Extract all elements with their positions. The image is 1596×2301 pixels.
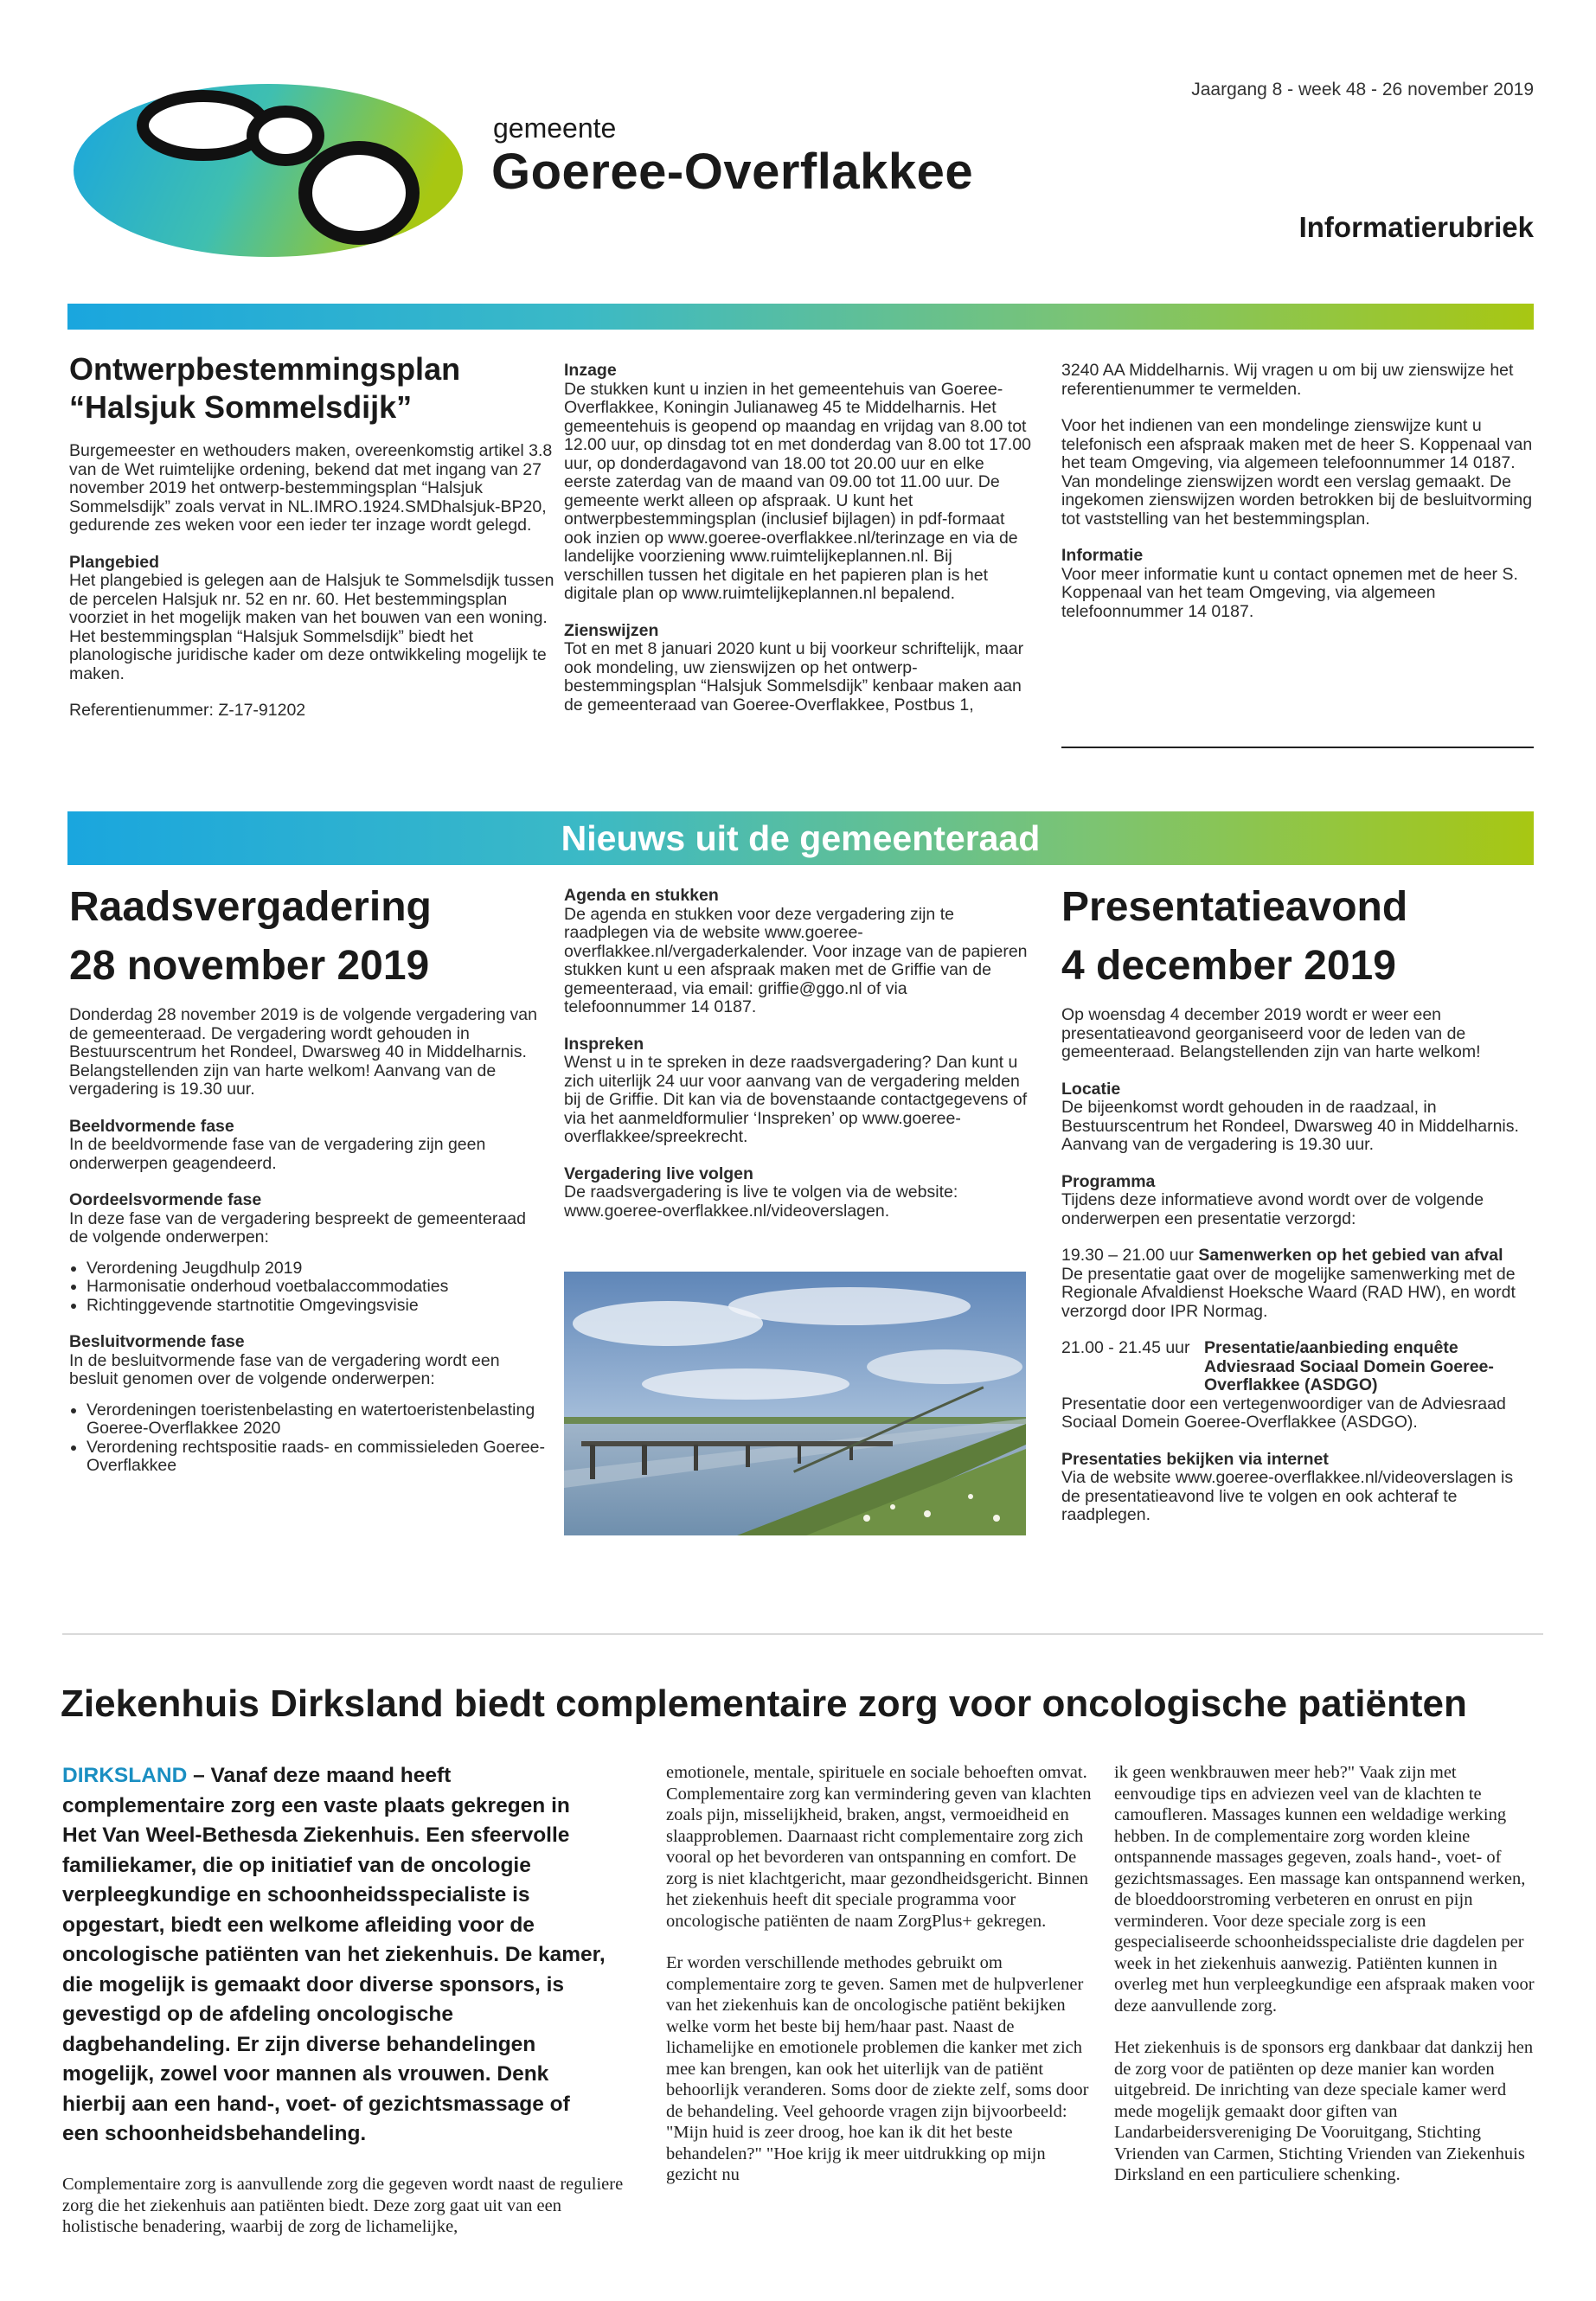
bp-title — [69, 350, 567, 426]
article-col1-text: Complementaire zorg is aanvullende zorg die gegeven wordt naast de reguliere zorg die het ziekenhuis aan patiënten biedt. Deze zorg gaat uit van een holistische benadering, waarbij de zorg de lichamelijke, — [62, 2175, 624, 2236]
raad-beeld-heading: Beeldvormende fase — [69, 1116, 234, 1136]
bp-title-line-1: Ontwerpbestemmingsplan — [69, 351, 461, 387]
bp-informatie-heading: Informatie — [1061, 546, 1144, 565]
bp-plangebied — [69, 554, 567, 684]
bp-zienswijzen-heading: Zienswijzen — [564, 620, 659, 640]
raad-live-heading: Vergadering live volgen — [564, 1163, 753, 1183]
bp-referentie: Referentienummer: Z-17-91202 — [69, 701, 306, 720]
bp-title-line-2: “Halsjuk Sommelsdijk” — [69, 389, 413, 425]
bp-column-1 — [69, 350, 567, 739]
pres-bekijken-heading: Presentaties bekijken via internet — [1061, 1449, 1329, 1469]
raad-besluit-list — [69, 1401, 549, 1476]
pres-item1-title: Samenwerken op het gebied van afval — [1198, 1246, 1503, 1265]
bp-col3-p2: Voor het indienen van een mondelinge zienswijze kunt u telefonisch een afspraak maken met de heer S. Koppenaal van het team Omgeving, via algemeen telefoonnummer 14 0187. Van mondelinge zienswijzen wordt een verslag gemaakt. De ingekomen zienswijzen worden betrokken bij de besluitvorming tot vaststelling van het bestemmingsplan. — [1061, 416, 1533, 529]
list-item: • Verordening Jeugdhulp 2019 — [87, 1259, 549, 1279]
pres-program-item-1 — [1061, 1247, 1535, 1321]
raad-oordeel-list — [69, 1259, 549, 1316]
pres-programma-text: Tijdens deze informatieve avond wordt over de volgende onderwerpen een presentatie verzorgd: — [1061, 1190, 1484, 1228]
raad-agenda-text: De agenda en stukken voor deze vergadering zijn te raadplegen via de website www.goeree-overflakkee.nl/vergaderkalender. Voor inzage van de papieren stukken kunt u een afspraak maken met de Griffie van de gemeenteraad, via email: griffie@ggo.nl of via telefoonnummer 14 0187. — [564, 904, 1028, 1016]
pres-locatie-heading: Locatie — [1061, 1079, 1121, 1099]
article-column-2 — [666, 1762, 1099, 2207]
raad-title-line-2: 28 november 2019 — [69, 943, 430, 989]
pres-programma-heading: Programma — [1061, 1171, 1156, 1191]
list-item: • Harmonisatie onderhoud voetbalaccommodaties — [87, 1278, 549, 1297]
list-item: • Richtinggevende startnotitie Omgevingsvisie — [87, 1297, 549, 1316]
landscape-photo — [564, 1272, 1026, 1535]
pres-column — [1061, 878, 1535, 1543]
pres-item2-text: Presentatie door een vertegenwoordiger van de Adviesraad Sociaal Domein Goeree-Overflakkee (ASDGO). — [1061, 1394, 1506, 1432]
bp-end-rule — [1061, 747, 1534, 748]
pres-item1-time: 19.30 – 21.00 uur — [1061, 1246, 1194, 1265]
bp-informatie-text: Voor meer informatie kunt u contact opnemen met de heer S. Koppenaal van het team Omgeving, via algemeen telefoonnummer 14 0187. — [1061, 564, 1518, 621]
list-item: • Verordening rechtspositie raads- en commissieleden Goeree-Overflakkee — [87, 1439, 549, 1476]
raad-agenda-heading: Agenda en stukken — [564, 886, 719, 905]
article-col3-p1: ik geen wenkbrauwen meer heb?" Vaak zijn met eenvoudige tips en adviezen veel van de klachten te camoufleren. Massages kunnen een weldadige werking hebben. In de complementaire zorg worden kleine ontspannende massages gegeven, zoals hand-, voet- of gezichtsmassages. Een massage kan ontspannend werken, de bloeddoorstroming verbeteren en onrust en pijn verminderen. Voor deze speciale zorg is een gespecialiseerde schoonheidsspecialiste drie dagdelen per week in het ziekenhuis aanwezig. Patiënten kunnen in overleg met hun verpleegkundige een afspraak maken voor deze aanvullende zorg. — [1114, 1763, 1535, 2016]
rubric-title: Informatierubriek — [1298, 211, 1534, 243]
raad-title — [69, 878, 549, 996]
raad-column-2 — [564, 887, 1031, 1239]
bp-column-2 — [564, 362, 1035, 733]
list-item: • Verordeningen toeristenbelasting en watertoeristenbelasting Goeree-Overflakkee 2020 — [87, 1401, 549, 1439]
bp-plangebied-heading: Plangebied — [69, 552, 160, 572]
article-dateline: DIRKSLAND — [62, 1764, 188, 1787]
raad-column-1 — [69, 878, 549, 1494]
raad-besluit-heading: Besluitvormende fase — [69, 1332, 245, 1351]
pres-intro: Op woensdag 4 december 2019 wordt er weer een presentatieavond georganiseerd voor de leden van de gemeenteraad. Belangstellenden zijn van harte welkom! — [1061, 1005, 1481, 1061]
raad-live-text: De raadsvergadering is live te volgen via de website: www.goeree-overflakkee.nl/videoverslagen. — [564, 1183, 958, 1221]
bp-zienswijzen-text: Tot en met 8 januari 2020 kunt u bij voorkeur schriftelijk, maar ook mondeling, uw zienswijzen op het ontwerp-bestemmingsplan “Halsjuk Sommelsdijk” kenbaar maken aan de gemeenteraad van Goeree-Overflakkee, Postbus 1, — [564, 639, 1024, 715]
article-headline: Ziekenhuis Dirksland biedt complementaire zorg voor oncologische patiënten — [61, 1682, 1467, 1725]
logo-gemeente-text: gemeente — [493, 112, 617, 144]
pres-program-item-2 — [1061, 1339, 1535, 1433]
municipality-logo — [65, 74, 471, 272]
pres-locatie-text: De bijeenkomst wordt gehouden in de raadzaal, in Bestuurscentrum het Rondeel, Dwarsweg 40 in Middelharnis. Aanvang van de vergadering is 19.30 uur. — [1061, 1098, 1519, 1154]
bp-inzage-text: De stukken kunt u inzien in het gemeentehuis van Goeree-Overflakkee, Koningin Julianaweg 45 te Middelharnis. Het gemeentehuis is geopend op maandag en vrijdag van 8.00 tot 12.00 uur, op dinsdag tot en met donderdag van 8.00 tot 17.00 uur, op donderdagavond van 18.00 tot 20.00 uur en elke eerste zaterdag van de maand van 09.00 tot 11.00 uur. De gemeente werkt alleen op afspraak. U kunt het ontwerpbestemmingsplan (inclusief bijlagen) in pdf-formaat ook inzien op www.goeree-overflakkee.nl/terinzage en via de landelijke voorziening www.ruimtelijkeplannen.nl. Bij verschillen tussen het digitale en het papieren plan is het digitale plan op www.ruimtelijkeplannen.nl bepalend. — [564, 379, 1031, 603]
raad-oordeel-text: In deze fase van de vergadering bespreekt de gemeenteraad de volgende onderwerpen: — [69, 1208, 526, 1247]
logo-municipality-name: Goeree-Overflakkee — [491, 144, 974, 200]
article-col3-p2: Het ziekenhuis is de sponsors erg dankbaar dat dankzij hen de zorg voor de patiënten op deze manier kan worden uitgebreid. De inrichting van deze speciale kamer werd mede mogelijk gemaakt door giften van Landarbeidersvereniging De Vooruitgang, Stichting Vrienden van Carmen, Stichting Vrienden van Ziekenhuis Dirksland en een particuliere schenking. — [1114, 2038, 1534, 2184]
pres-item2-time: 21.00 - 21.45 uur — [1061, 1338, 1190, 1357]
pres-item1-text: De presentatie gaat over de mogelijke samenwerking met de Regionale Afvaldienst Hoeksche Waard (RAD HW), en wordt verzorgd door IPR Normag. — [1061, 1264, 1516, 1321]
news-banner-title: Nieuws uit de gemeenteraad — [561, 818, 1041, 858]
raad-intro: Donderdag 28 november 2019 is de volgende vergadering van de gemeenteraad. De vergadering wordt gehouden in Bestuurscentrum het Rondeel, Dwarsweg 40 in Middelharnis. Belangstellenden zijn van harte welkom! Aanvang van de vergadering is 19.30 uur. — [69, 1005, 537, 1099]
bp-column-3 — [1061, 362, 1533, 639]
raad-besluit-text: In de besluitvormende fase van de vergadering wordt een besluit genomen over de volgende onderwerpen: — [69, 1350, 500, 1388]
pres-item2-title: Presentatie/aanbieding enquête Adviesraad Sociaal Domein Goeree-Overflakkee (ASDGO) — [1204, 1338, 1494, 1394]
pres-bekijken-text: Via de website www.goeree-overflakkee.nl/videoverslagen is de presentatieavond live te volgen en ook achteraf te raadplegen. — [1061, 1468, 1514, 1524]
pres-title — [1061, 878, 1535, 996]
bp-col3-p1: 3240 AA Middelharnis. Wij vragen u om bij uw zienswijze het referentienummer te vermelden. — [1061, 361, 1514, 399]
raad-inspreken-heading: Inspreken — [564, 1034, 644, 1054]
bp-inzage-heading: Inzage — [564, 361, 617, 380]
header-gradient-bar — [67, 304, 1534, 330]
bp-plangebied-text: Het plangebied is gelegen aan de Halsjuk te Sommelsdijk tussen de percelen Halsjuk nr. 52 en nr. 60. Het bestemmingsplan voorziet in het mogelijk maken van het bouwen van een woning. Het bestemmingsplan “Halsjuk Sommelsdijk” biedt het planologische juridische kader om deze ontwikkeling mogelijk te maken. — [69, 571, 554, 683]
raad-beeld-text: In de beeldvormende fase van de vergadering zijn geen onderwerpen geagendeerd. — [69, 1135, 486, 1173]
issue-info: Jaargang 8 - week 48 - 26 november 2019 — [1191, 80, 1534, 99]
article-lead — [62, 1761, 607, 2150]
raad-oordeel-heading: Oordeelsvormende fase — [69, 1190, 262, 1209]
bp-intro: Burgemeester en wethouders maken, overeenkomstig artikel 3.8 van de Wet ruimtelijke ordening, bekend dat met ingang van 27 november 2019 het ontwerp-bestemmingsplan “Halsjuk Sommelsdijk” zoals vervat in NL.IMRO.1924.SMDhalsjuk-BP20, gedurende zes weken voor een ieder ter inzage wordt gelegd. — [69, 441, 553, 535]
pres-title-line-1: Presentatieavond — [1061, 884, 1408, 930]
article-lead-text: – Vanaf deze maand heeft complementaire zorg een vaste plaats gekregen in Het Van Weel-Bethesda Ziekenhuis. Een sfeervolle familiekamer, die op initiatief van de oncologie verpleegkundige en schoonheidsspecialiste is opgestart, biedt een welkome afleiding voor de oncologische patiënten van het ziekenhuis. De kamer, die mogelijk is gemaakt door diverse sponsors, is gevestigd op de afdeling oncologische dagbehandeling. Er zijn diverse behandelingen mogelijk, zowel voor mannen als vrouwen. Denk hierbij aan een hand-, voet- of gezichtsmassage of een schoonheidsbehandeling. — [62, 1764, 606, 2145]
article-column-3 — [1114, 1762, 1538, 2207]
raad-inspreken-text: Wenst u in te spreken in deze raadsvergadering? Dan kunt u zich uiterlijk 24 uur voor aanvang van de vergadering melden bij de Griffie. Dit kan via de bovenstaande contactgegevens of via het aanmeldformulier ‘Inspreken’ op www.goeree-overflakkee/spreekrecht. — [564, 1053, 1028, 1146]
pres-title-line-2: 4 december 2019 — [1061, 943, 1396, 989]
article-col2-p2: Er worden verschillende methodes gebruikt om complementaire zorg te geven. Samen met de hulpverlener van het ziekenhuis kan de oncologische patiënt bekijken welke vorm het beste bij hem/haar past. Naast de lichamelijke en emotionele problemen die kanker met zich mee kan brengen, kan ook het uiterlijk van de patiënt behoorlijk veranderen. Soms door de ziekte zelf, soms door de behandeling. Veel gehoorde vragen zijn bijvoorbeeld: "Mijn huid is zeer droog, hoe kan ik dit het beste behandelen?" "Hoe krijg ik meer uitdrukking op mijn gezicht nu — [666, 1953, 1089, 2184]
raad-title-line-1: Raadsvergadering — [69, 884, 432, 930]
section-divider — [62, 1633, 1543, 1635]
article-column-1 — [62, 2174, 625, 2259]
article-col2-p1: emotionele, mentale, spirituele en sociale behoeften omvat. Complementaire zorg kan vermindering geven van klachten zoals pijn, misselijkheid, braken, angst, vermoeidheid en slaapproblemen. Daarnaast richt complementaire zorg zich vooral op het bevorderen van ontspanning en comfort. De zorg is niet klachtgericht, maar gezondheidsgericht. Binnen het ziekenhuis heeft dit speciale programma voor oncologische patiënten de naam ZorgPlus+ gekregen. — [666, 1763, 1092, 1931]
